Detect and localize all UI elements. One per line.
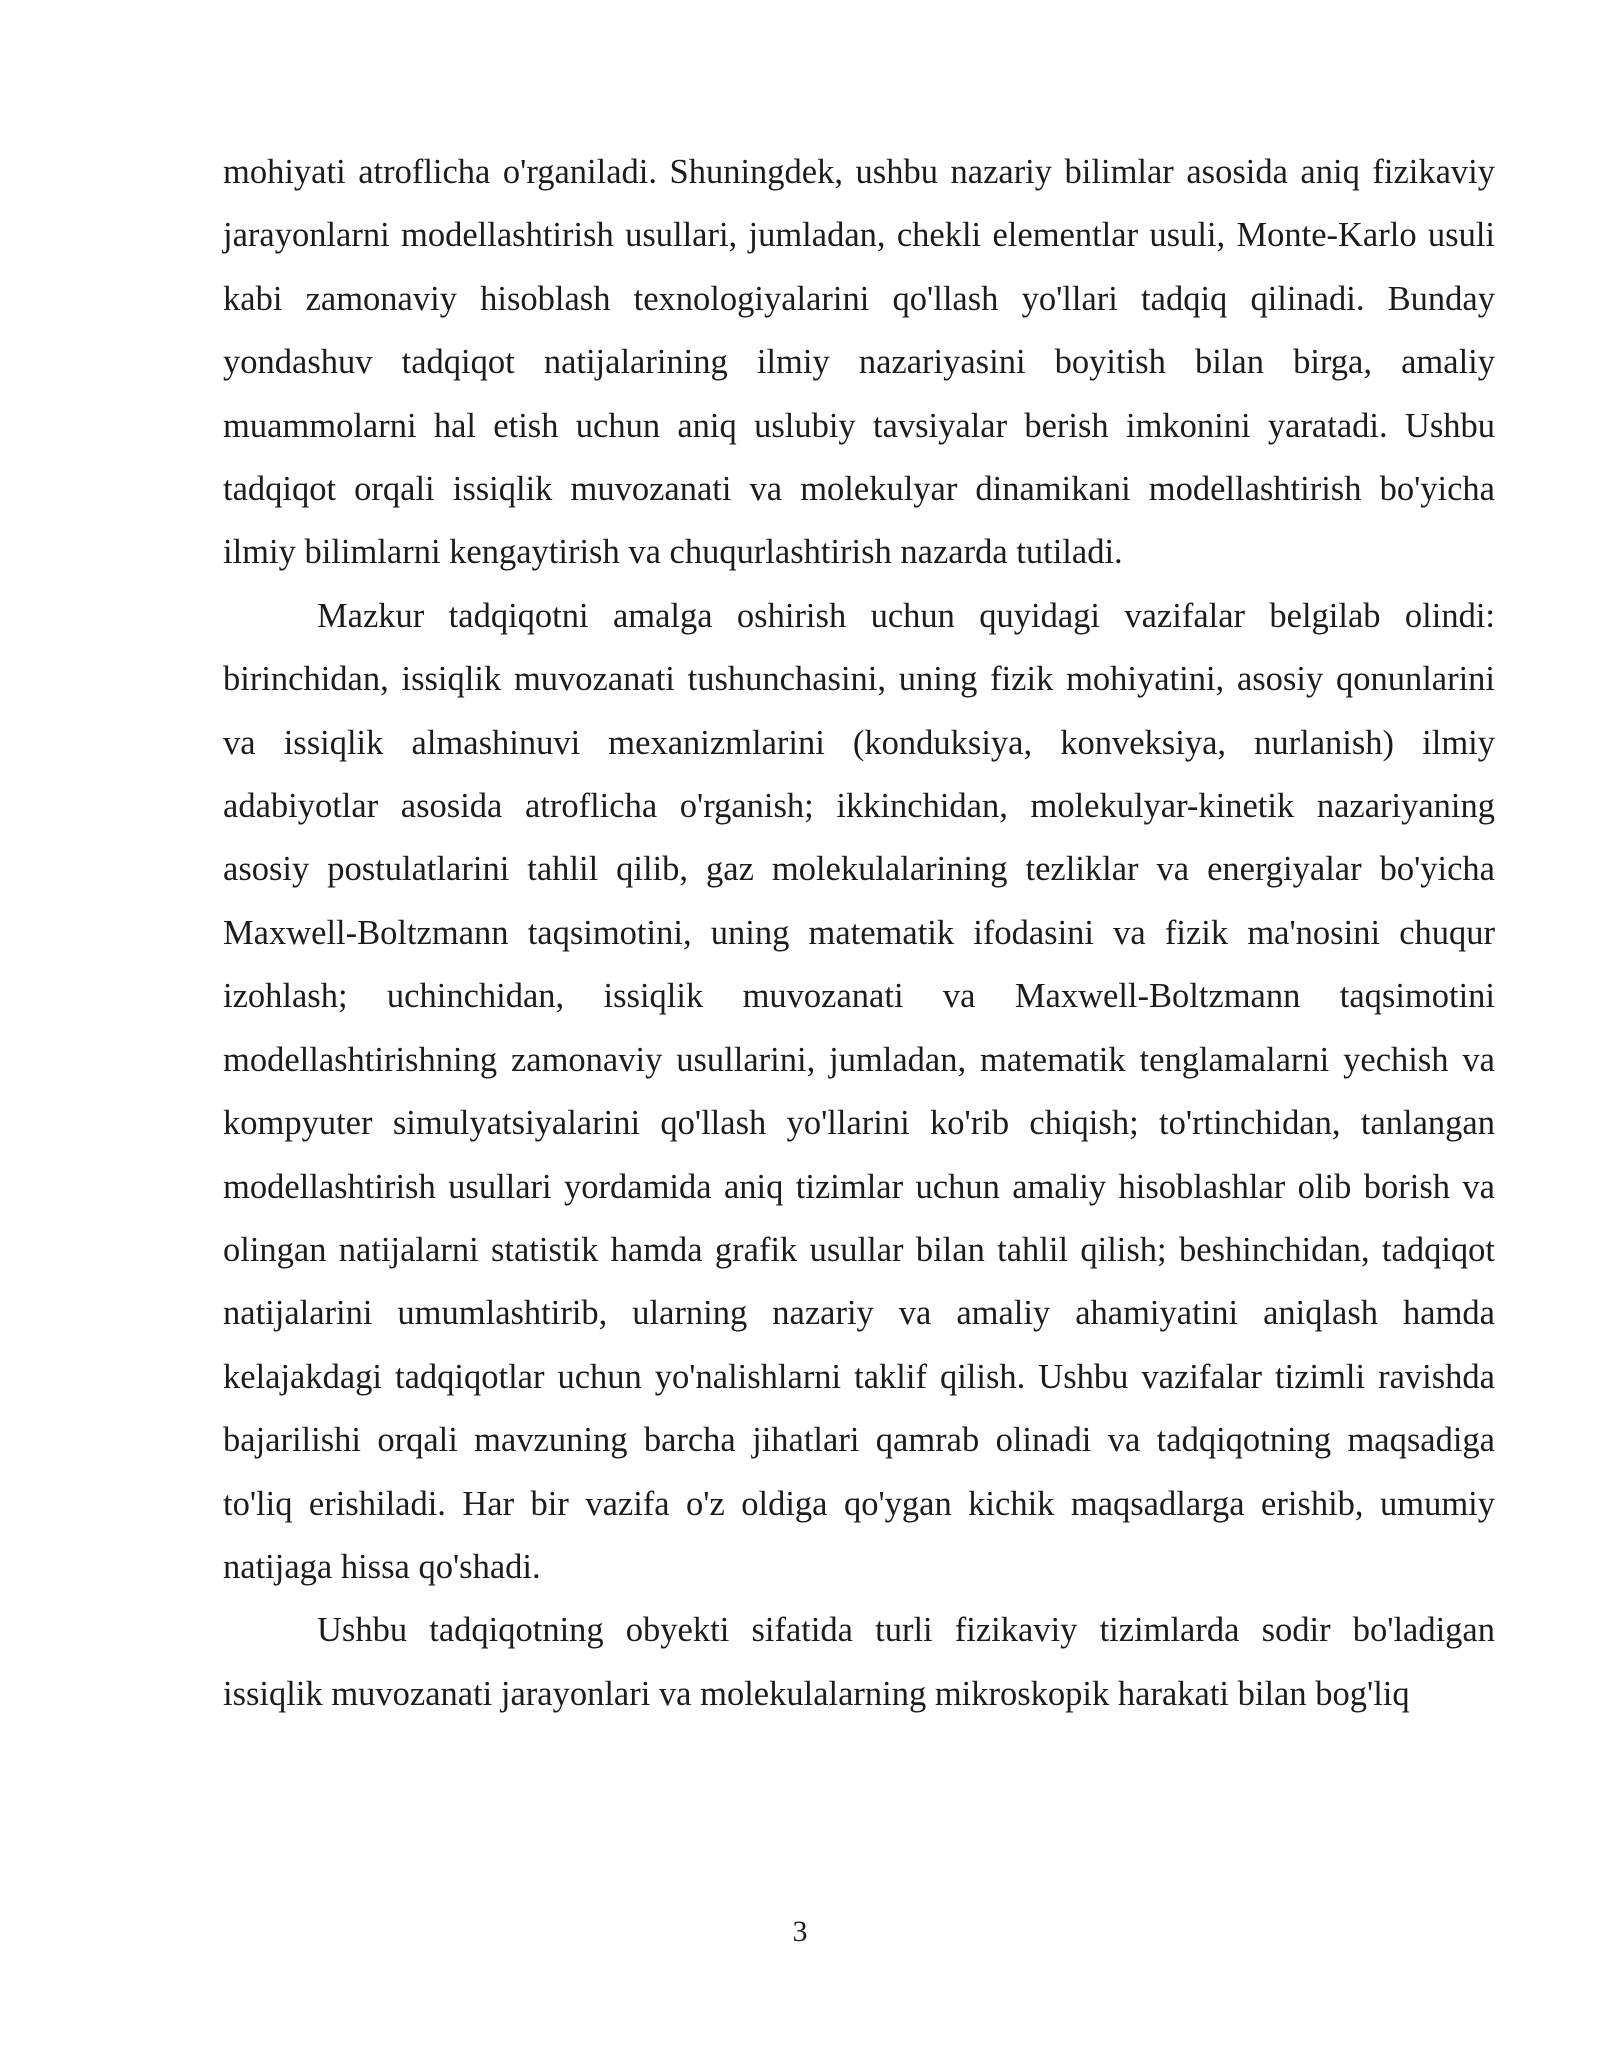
body-text [223,141,1495,1726]
page-number: 3 [792,1915,808,1948]
paragraph-tasks: Mazkur tadqiqotni amalga oshirish uchun quyidagi vazifalar belgilab olindi: birinchidan, issiqlik muvozanati tushunchasini, uning fizik mohiyatini, asosiy qonunlarini va issiqlik almashinuvi mexanizmlarini (konduksiya, konveksiya, nurlanish) ilmiy adabiyotlar asosida atroflicha o'rganish; ikkinchidan, molekulyar-kinetik nazariyaning asosiy postulatlarini tahlil qilib, gaz molekulalarining tezliklar va energiyalar bo'yicha Maxwell-Boltzmann taqsimotini, uning matematik ifodasini va fizik ma'nosini chuqur izohlash; uchinchidan, issiqlik muvozanati va Maxwell-Boltzmann taqsimotini modellashtirishning zamonaviy usullarini, jumladan, matematik tenglamalarni yechish va kompyuter simulyatsiyalarini qo'llash yo'llarini ko'rib chiqish; to'rtinchidan, tanlangan modellashtirish usullari yordamida aniq tizimlar uchun amaliy hisoblashlar olib borish va olingan natijalarni statistik hamda grafik usullar bilan tahlil qilish; beshinchidan, tadqiqot natijalarini umumlashtirib, ularning nazariy va amaliy ahamiyatini aniqlash hamda kelajakdagi tadqiqotlar uchun yo'nalishlarni taklif qilish. Ushbu vazifalar tizimli ravishda bajarilishi orqali mavzuning barcha jihatlari qamrab olinadi va tadqiqotning maqsadiga to'liq erishiladi. Har bir vazifa o'z oldiga qo'ygan kichik maqsadlarga erishib, umumiy natijaga hissa qo'shadi. [223,596,1495,1586]
paragraph-object: Ushbu tadqiqotning obyekti sifatida turli fizikaviy tizimlarda sodir bo'ladigan issiqlik muvozanati jarayonlari va molekulalarning mikroskopik harakati bilan bog'liq [223,1611,1495,1713]
paragraph-continuation: mohiyati atroflicha o'rganiladi. Shuningdek, ushbu nazariy bilimlar asosida aniq fizikaviy jarayonlarni modellashtirish usullari, jumladan, chekli elementlar usuli, Monte-Karlo usuli kabi zamonaviy hisoblash texnologiyalarini qo'llash yo'llari tadqiq qilinadi. Bunday yondashuv tadqiqot natijalarining ilmiy nazariyasini boyitish bilan birga, amaliy muammolarni hal etish uchun aniq uslubiy tavsiyalar berish imkonini yaratadi. Ushbu tadqiqot orqali issiqlik muvozanati va molekulyar dinamikani modellashtirish bo'yicha ilmiy bilimlarni kengaytirish va chuqurlashtirish nazarda tutiladi. [223,153,1495,572]
